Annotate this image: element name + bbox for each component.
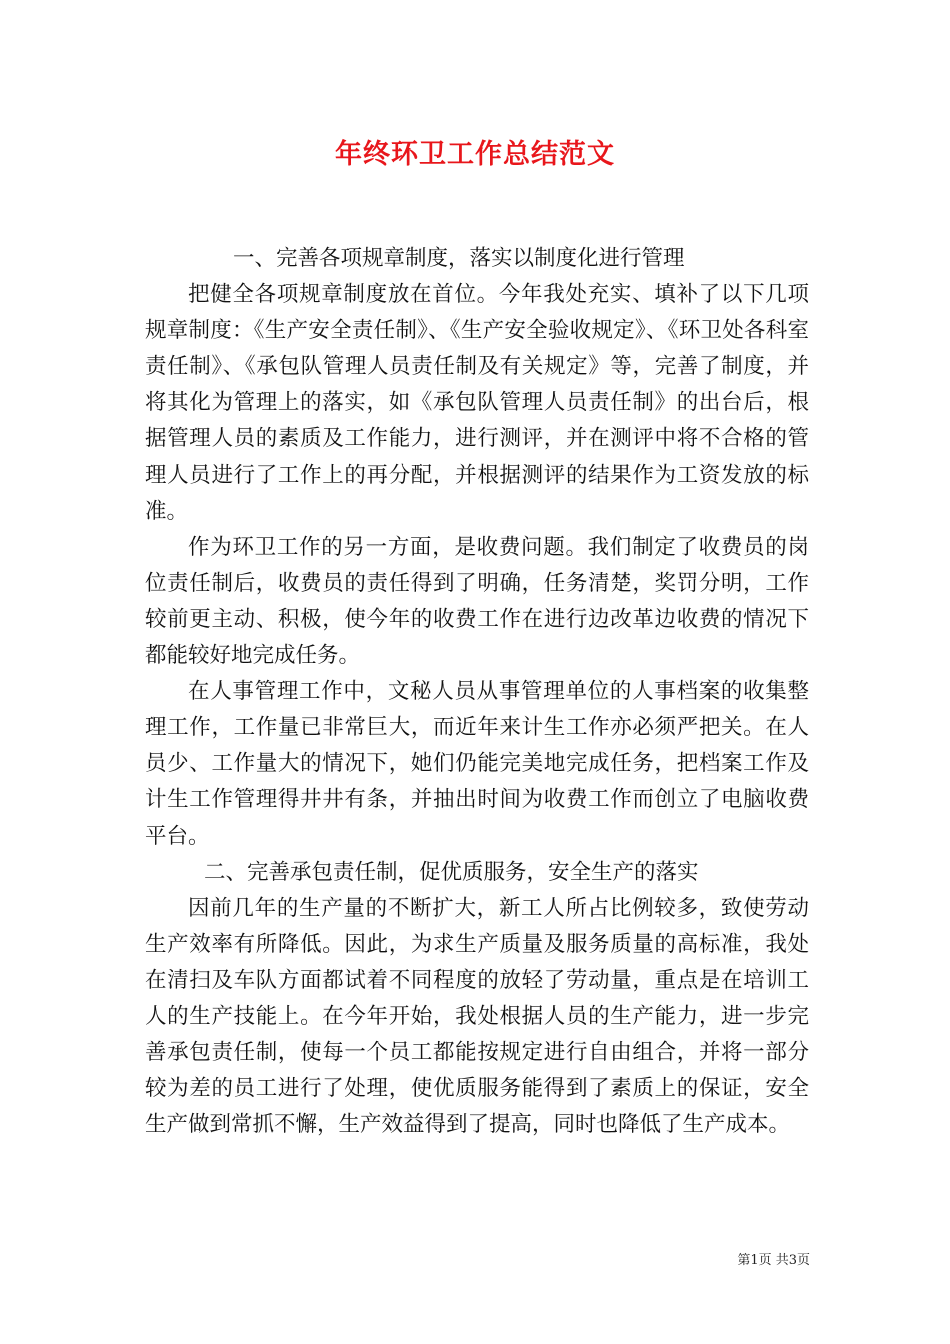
document-title: 年终环卫工作总结范文 — [335, 139, 615, 170]
paragraph-1: 把健全各项规章制度放在首位。今年我处充实、填补了以下几项规章制度：《生产安全责任制》、《生产安全验收规定》、《环卫处各科室责任制》、《承包队管理人员责任制及有关规定》等，完善了制度，并将其化为管理上的落实，如《承包队管理人员责任制》的出台后，根据管理人员的素质及工作能力，进行测评，并在测评中将不合格的管理人员进行了工作上的再分配，并根据测评的结果作为工资发放的标准。 — [145, 282, 809, 524]
section-heading-2: 二、完善承包责任制，促优质服务，安全生产的落实 — [204, 859, 699, 885]
paragraph-2: 作为环卫工作的另一方面，是收费问题。我们制定了收费员的岗位责任制后，收费员的责任得到了明确，任务清楚，奖罚分明，工作较前更主动、积极，使今年的收费工作在进行边改革边收费的情况下都能较好地完成任务。 — [145, 534, 809, 669]
page-number: 第1页 共3页 — [737, 1253, 810, 1268]
document-body — [145, 241, 809, 1143]
section-heading-1: 一、完善各项规章制度，落实以制度化进行管理 — [233, 246, 685, 271]
paragraph-3: 在人事管理工作中，文秘人员从事管理单位的人事档案的收集整理工作，工作量已非常巨大，而近年来计生工作亦必须严把关。在人员少、工作量大的情况下，她们仍能完美地完成任务，把档案工作及计生工作管理得井井有条，并抽出时间为收费工作而创立了电脑收费平台。 — [145, 679, 809, 849]
paragraph-4: 因前几年的生产量的不断扩大，新工人所占比例较多，致使劳动生产效率有所降低。因此，为求生产质量及服务质量的高标准，我处在清扫及车队方面都试着不同程度的放轻了劳动量，重点是在培训工人的生产技能上。在今年开始，我处根据人员的生产能力，进一步完善承包责任制，使每一个员工都能按规定进行自由组合，并将一部分较为差的员工进行了处理，使优质服务能得到了素质上的保证，安全生产做到常抓不懈，生产效益得到了提高，同时也降低了生产成本。 — [145, 895, 809, 1138]
